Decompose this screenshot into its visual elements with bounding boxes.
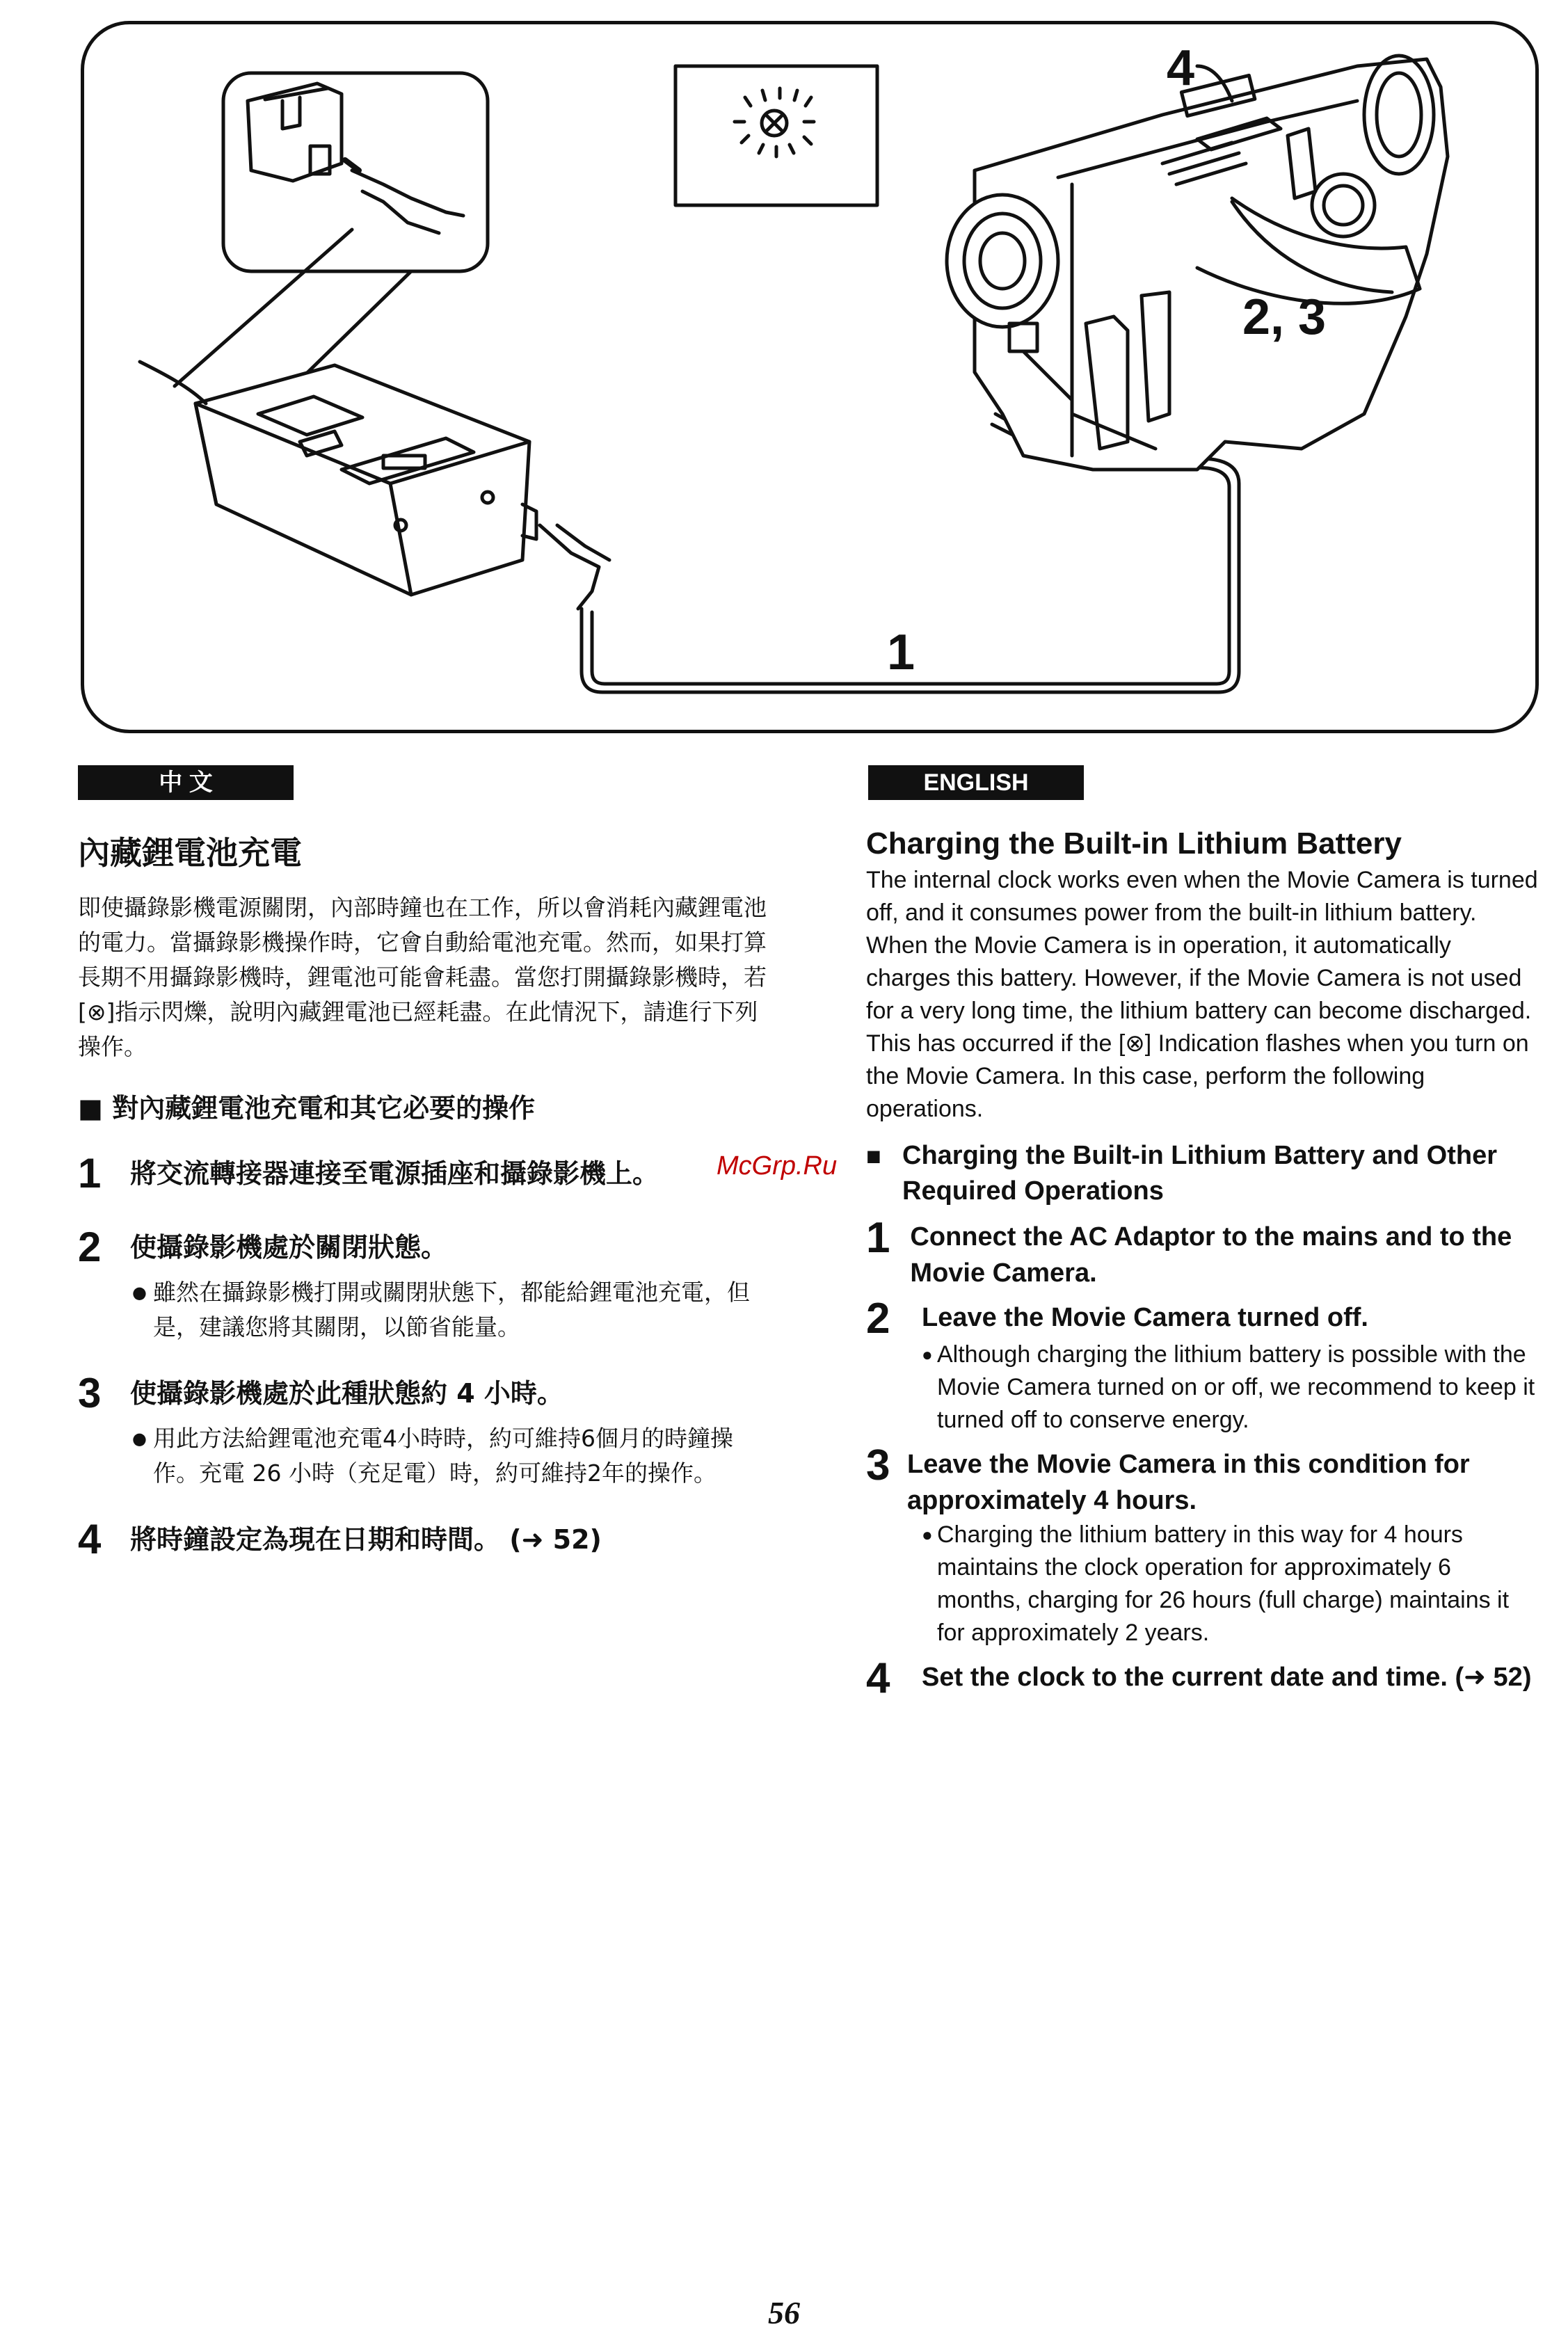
english-title: Charging the Built-in Lithium Battery [866,826,1402,861]
ac-adaptor [140,362,536,595]
battery-indicator-box [675,66,877,205]
callout-2-3: 2, 3 [1242,289,1327,345]
step-text: 使攝錄影機處於關閉狀態。 [130,1232,448,1263]
page-number: 56 [768,2295,800,2330]
english-step-2 [866,1295,1541,1343]
movie-camera [947,56,1448,470]
english-intro: The internal clock works even when the Movie Camera is turned off, and it consumes power from the built-in lithium battery. When the Movie Camera is in operation, it automatically charges this battery. However, if the Movie Camera is not used for a very long time, the lithium battery can become discharged. This has occurred if the [⊗] Indication flashes when you turn on the Movie Camera. In this case, perform the following operations. [866,867,1538,1122]
english-section-header: ENGLISH [868,765,1084,800]
chinese-subheading: ■ 對內藏鋰電池充電和其它必要的操作 [78,1093,536,1123]
plug-inset [175,73,488,414]
step-number: 2 [866,1295,890,1343]
english-subheading: ■ Charging the Built-in Lithium Battery and Other Required Operations [866,1138,1541,1209]
chinese-column [78,828,774,1567]
step-number: 1 [78,1150,102,1197]
chinese-step-3 [78,1370,774,1416]
step-number: 3 [78,1370,102,1416]
chinese-step-2-note: ● 雖然在攝錄影機打開或關閉狀態下，都能給鋰電池充電，但是，建議您將其關閉，以節省能量。 [132,1275,774,1345]
callout-1: 1 [887,625,915,680]
step-text: Leave the Movie Camera in this condition for approximately 4 hours. [907,1450,1470,1515]
chinese-section-header: 中 文 [78,765,294,800]
step-number: 1 [866,1214,890,1262]
english-step-3-note: ● Charging the lithium battery in this way for 4 hours maintains the clock operation for approximately 6 months, charging for 26 hours (full charge) maintains it for approximately 2 years. [922,1519,1541,1649]
english-step-2-note: ● Although charging the lithium battery is possible with the Movie Camera turned on or off, we recommend to keep it turned off to conserve energy. [922,1338,1541,1437]
english-column [866,826,1541,1702]
illustration-drawing [84,24,1542,737]
chinese-intro: 即使攝錄影機電源關閉，內部時鐘也在工作，所以會消耗內藏鋰電池的電力。當攝錄影機操作時，它會自動給電池充電。然而，如果打算長期不用攝錄影機時，鋰電池可能會耗盡。當您打開攝錄影機時，若[⊗]指示閃爍，說明內藏鋰電池已經耗盡。在此情況下，請進行下列操作。 [78,894,767,1060]
chinese-step-2 [78,1226,774,1268]
chinese-step-3-note: ● 用此方法給鋰電池充電4小時時，約可維持6個月的時鐘操作。充電 26 小時（充足電）時，約可維持2年的操作。 [132,1421,774,1491]
step-text: Leave the Movie Camera turned off. [922,1303,1368,1332]
step-text: Connect the AC Adaptor to the mains and to the Movie Camera. [910,1222,1512,1288]
charging-illustration [81,21,1539,733]
english-step-4 [866,1654,1541,1702]
chinese-step-4 [78,1516,774,1562]
step-number: 3 [866,1441,890,1489]
english-step-1 [866,1214,1541,1291]
step-number: 4 [866,1654,890,1702]
chinese-step-1 [78,1150,774,1197]
callout-4: 4 [1167,40,1195,96]
step-number: 4 [78,1516,102,1562]
step-text: Set the clock to the current date and time. (➜ 52) [922,1663,1532,1692]
watermark: McGrp.Ru [717,1151,838,1181]
step-text: 使攝錄影機處於此種狀態約 4 小時。 [130,1378,563,1409]
step-text: 將交流轉接器連接至電源插座和攝錄影機上。 [130,1158,659,1189]
step-number: 2 [78,1224,102,1270]
english-step-3 [866,1441,1541,1519]
step-text: 將時鐘設定為現在日期和時間。 (➜ 52) [130,1524,602,1555]
chinese-title: 內藏鋰電池充電 [78,834,302,872]
